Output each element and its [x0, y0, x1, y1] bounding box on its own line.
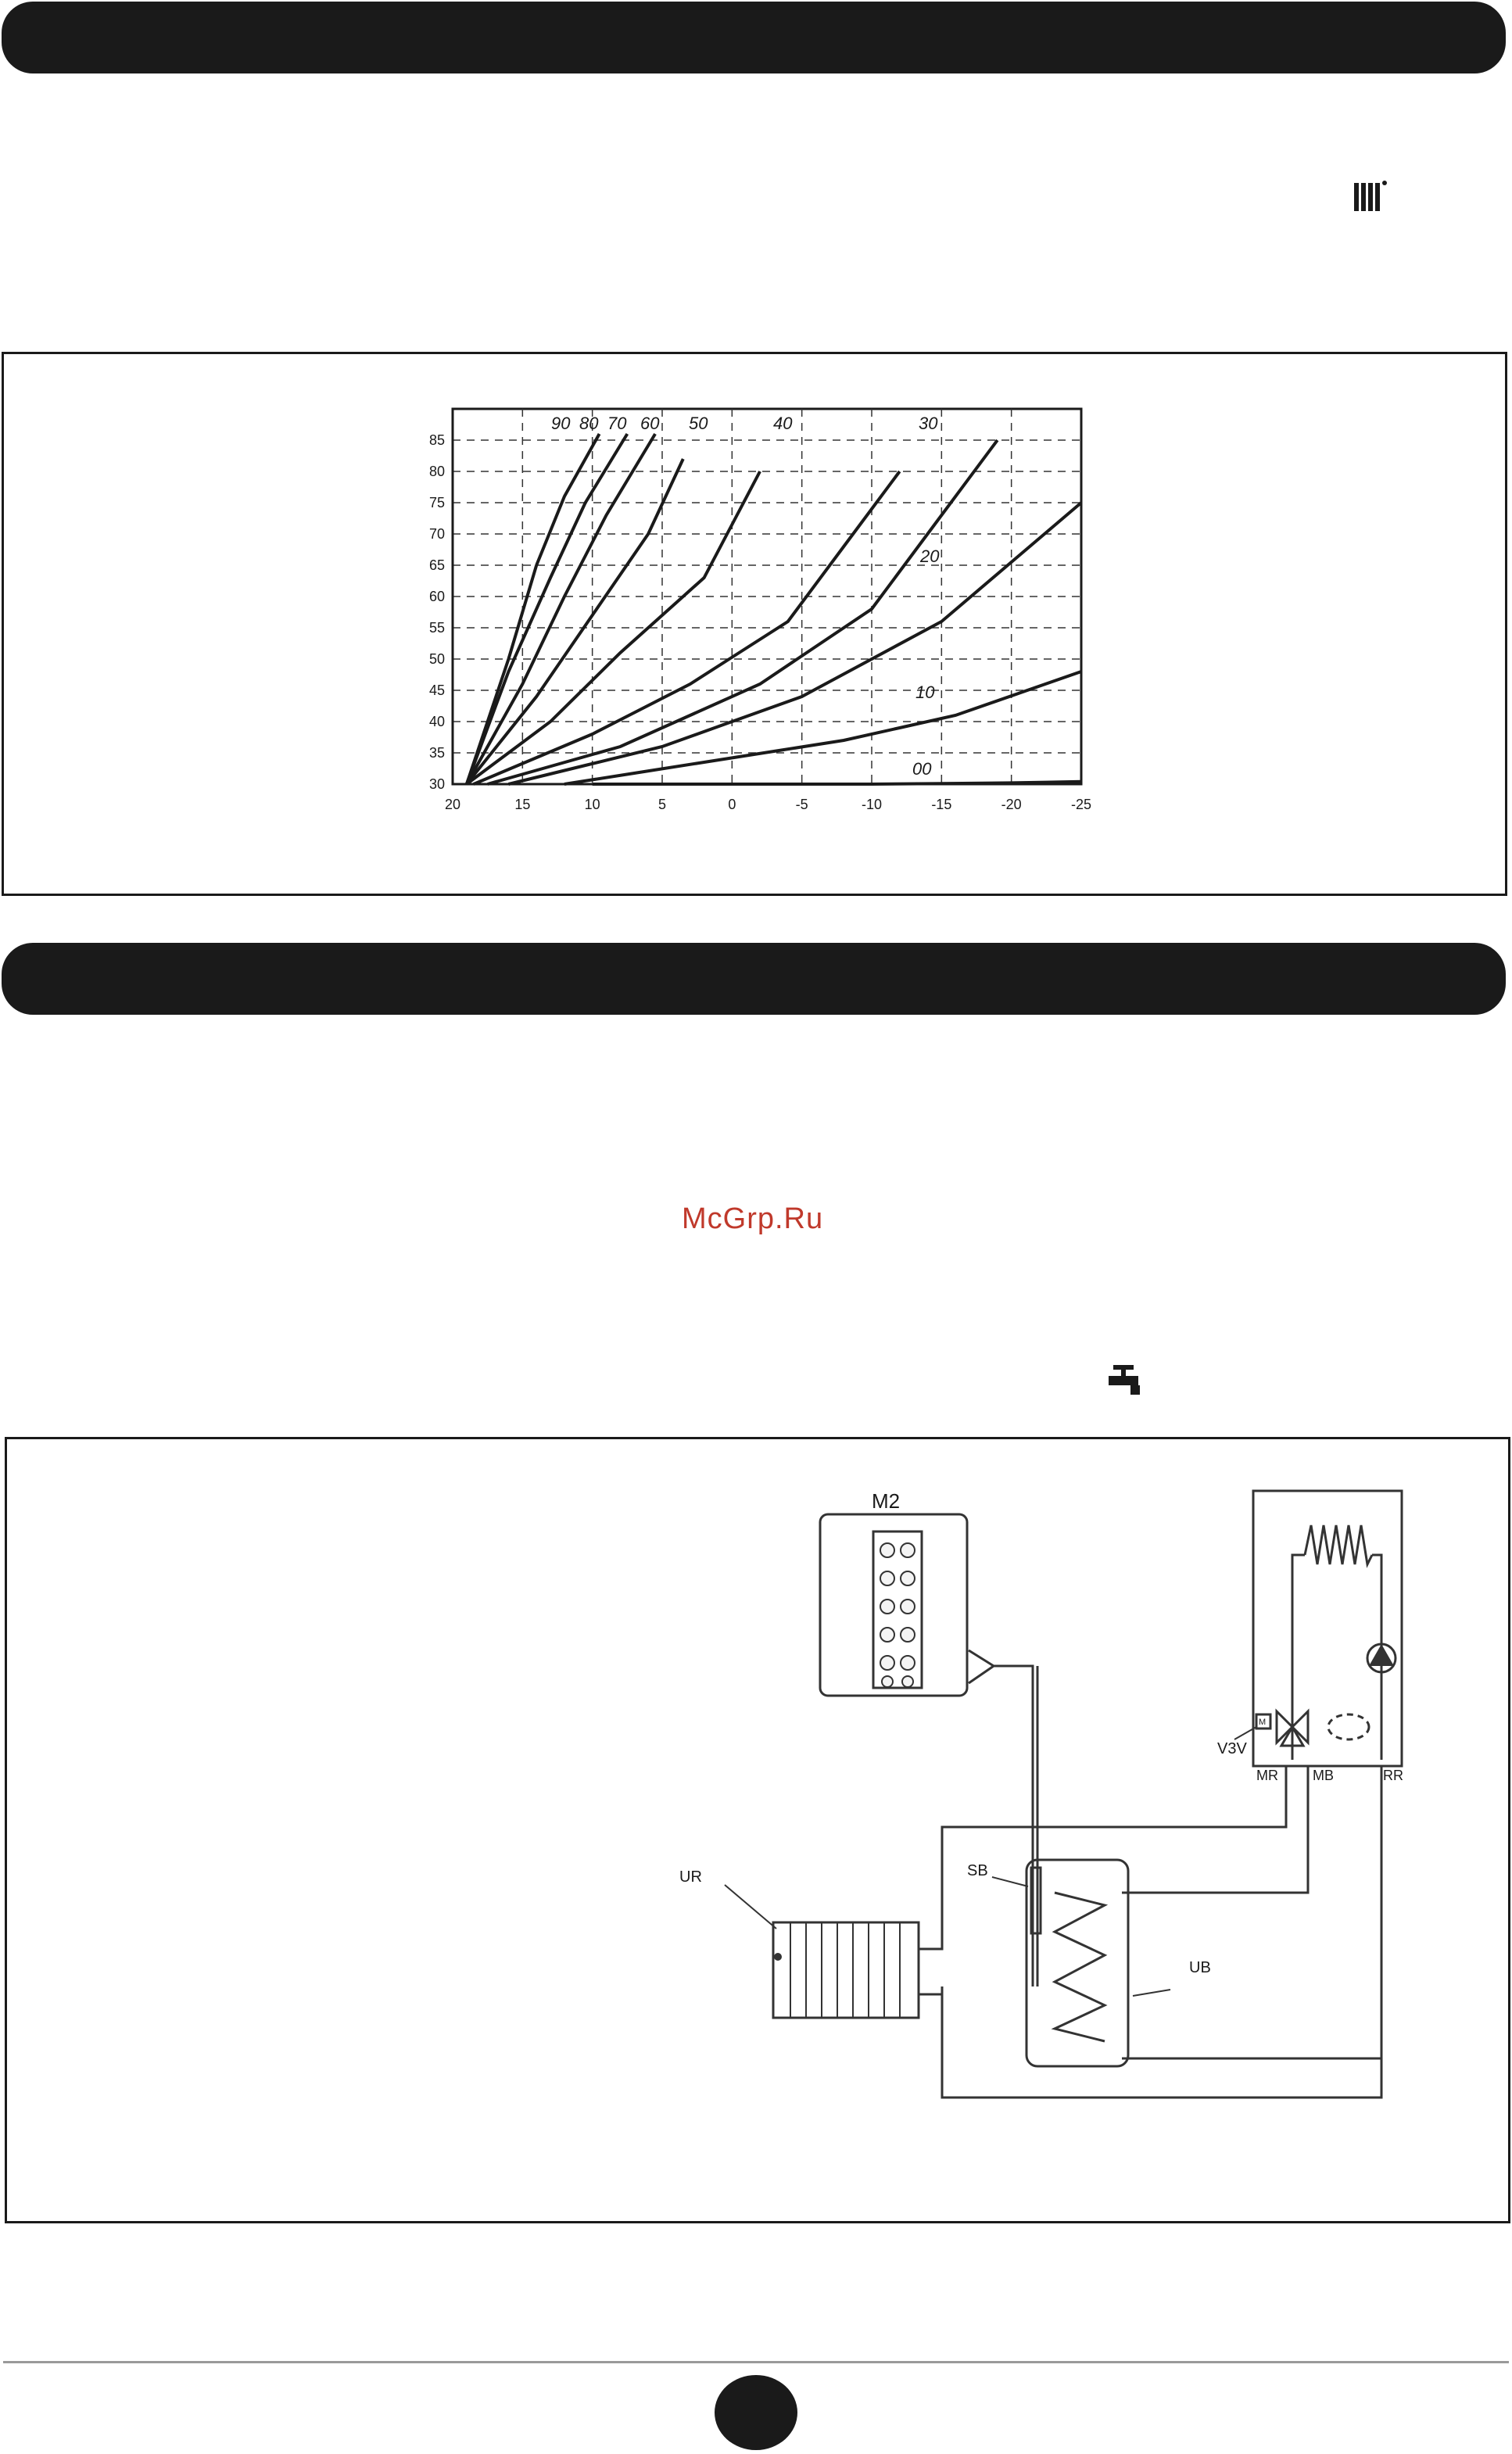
y-tick-label: 70 — [428, 526, 445, 542]
radiator-unit — [773, 1922, 919, 2018]
curve-label-20: 20 — [920, 546, 940, 566]
watermark: McGrp.Ru — [682, 1202, 824, 1235]
curve-label-00: 00 — [912, 759, 932, 779]
x-tick-label: 0 — [728, 797, 736, 812]
y-tick-label: 50 — [428, 651, 445, 667]
radiator-icon — [1353, 178, 1388, 213]
y-tick-label: 60 — [428, 589, 445, 604]
curve-label-40: 40 — [773, 414, 793, 433]
y-tick-label: 65 — [428, 557, 445, 573]
label-mr: MR — [1256, 1768, 1278, 1783]
label-m2: M2 — [871, 1489, 901, 1513]
y-tick-label: 35 — [428, 745, 445, 761]
y-tick-label: 40 — [428, 714, 445, 729]
chart-frame — [2, 352, 1507, 896]
y-tick-label: 85 — [428, 432, 445, 448]
hydraulic-diagram — [7, 1439, 1508, 2221]
section-header-bar — [2, 2, 1506, 73]
curve-20 — [508, 503, 1081, 784]
y-tick-label: 55 — [428, 620, 445, 636]
x-tick-label: 5 — [657, 797, 667, 812]
curve-label-80: 80 — [579, 414, 599, 433]
curve-label-60: 60 — [640, 414, 660, 433]
x-tick-label: -10 — [861, 797, 883, 812]
label-ur: UR — [679, 1868, 702, 1886]
curve-label-10: 10 — [915, 682, 935, 702]
section-header-bar — [2, 943, 1506, 1015]
x-tick-label: 15 — [514, 797, 531, 812]
curve-label-90: 90 — [551, 414, 571, 433]
diagram-frame — [5, 1437, 1510, 2223]
tap-icon — [1107, 1363, 1146, 1396]
curve-70 — [467, 434, 655, 784]
footer-rule — [3, 2361, 1509, 2363]
curve-label-70: 70 — [607, 414, 627, 433]
curve-80 — [467, 434, 627, 784]
label-sb: SB — [967, 1862, 988, 1879]
y-tick-label: 80 — [428, 464, 445, 479]
heating-curves-chart — [4, 354, 1505, 894]
curve-label-30: 30 — [919, 414, 938, 433]
label-v3v: V3V — [1217, 1740, 1247, 1757]
x-tick-label: -5 — [795, 797, 808, 812]
x-tick-label: -20 — [1001, 797, 1022, 812]
x-tick-label: -15 — [931, 797, 952, 812]
page-number-badge — [715, 2375, 797, 2450]
y-tick-label: 30 — [428, 776, 445, 792]
y-tick-label: 75 — [428, 495, 445, 511]
curve-60 — [467, 459, 683, 784]
label-mb: MB — [1313, 1768, 1334, 1783]
x-tick-label: 20 — [444, 797, 461, 812]
x-tick-label: 10 — [584, 797, 600, 812]
x-tick-label: -25 — [1070, 797, 1092, 812]
label-rr: RR — [1383, 1768, 1403, 1783]
y-tick-label: 45 — [428, 682, 445, 698]
curve-30 — [488, 440, 998, 784]
label-ub: UB — [1189, 1959, 1211, 1976]
curve-00 — [593, 782, 1081, 784]
curve-label-50: 50 — [689, 414, 708, 433]
label-motor: M — [1259, 1718, 1267, 1727]
curve-10 — [564, 672, 1081, 784]
